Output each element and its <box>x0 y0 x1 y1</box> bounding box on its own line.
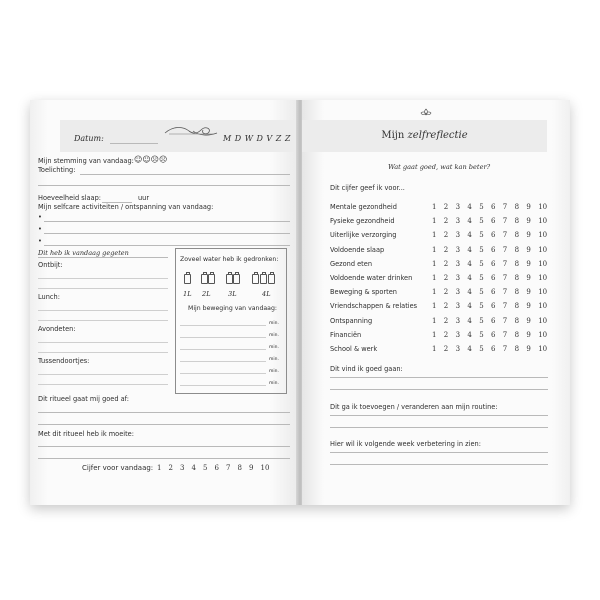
sleep-label: Hoeveelheid slaap: <box>38 194 102 202</box>
score-number[interactable]: 8 <box>237 464 242 472</box>
water-movement-box <box>175 248 287 394</box>
min-label: min. <box>269 345 279 350</box>
score-number[interactable]: 9 <box>249 464 254 472</box>
grade-number[interactable]: 10 <box>538 203 548 211</box>
grade-number[interactable]: 1 <box>432 259 437 268</box>
grade-number[interactable]: 4 <box>467 203 472 211</box>
ritual-good-line[interactable] <box>38 412 290 413</box>
score-number[interactable]: 10 <box>260 464 270 472</box>
grade-number[interactable]: 7 <box>502 288 508 297</box>
grade-number[interactable]: 1 <box>432 316 437 325</box>
food-line[interactable] <box>38 384 168 385</box>
water-label-1: 1L <box>183 290 192 298</box>
eaten-title: Dit heb ik vandaag gegeten <box>38 249 129 257</box>
grade-number[interactable]: 3 <box>455 330 461 339</box>
grade-number[interactable]: 4 <box>467 316 472 325</box>
grade-number[interactable]: 7 <box>502 345 508 353</box>
grade-number[interactable]: 2 <box>443 231 449 240</box>
grade-number[interactable]: 5 <box>479 203 484 211</box>
grade-category: Fysieke gezondheid <box>330 217 395 226</box>
score-number[interactable]: 2 <box>168 464 173 472</box>
grade-number[interactable]: 6 <box>491 231 496 240</box>
score-number[interactable]: 5 <box>203 464 208 472</box>
grade-number[interactable]: 1 <box>432 231 437 240</box>
grade-number[interactable]: 1 <box>432 345 437 353</box>
grade-number[interactable]: 7 <box>502 316 508 325</box>
food-line[interactable] <box>38 374 168 375</box>
flower-ornament-icon <box>420 108 432 118</box>
grade-category: Beweging & sporten <box>330 288 397 297</box>
q2-line[interactable] <box>330 427 548 428</box>
grade-number[interactable]: 2 <box>443 259 449 268</box>
grade-number[interactable]: 2 <box>443 217 449 226</box>
bullet: • <box>38 237 42 245</box>
water-title: Zoveel water heb ik gedronken: <box>180 256 279 263</box>
score-number[interactable]: 3 <box>180 464 185 472</box>
sleep-unit: uur <box>138 194 150 202</box>
grade-number[interactable]: 7 <box>502 203 508 211</box>
water-label-2: 2L <box>202 290 211 298</box>
movement-line[interactable] <box>180 337 266 338</box>
grade-number[interactable]: 1 <box>432 203 437 211</box>
grade-number[interactable]: 3 <box>455 217 461 226</box>
grade-number[interactable]: 1 <box>432 288 437 297</box>
grade-number[interactable]: 3 <box>455 288 461 297</box>
grade-number[interactable]: 5 <box>479 288 484 297</box>
food-line[interactable] <box>38 278 168 279</box>
grade-number[interactable]: 8 <box>514 345 520 353</box>
water-label-4: 4L <box>262 290 271 298</box>
grade-number[interactable]: 5 <box>479 274 484 282</box>
grade-number[interactable]: 8 <box>514 217 520 226</box>
grade-number[interactable]: 6 <box>491 345 496 353</box>
grade-number[interactable]: 2 <box>443 330 449 339</box>
selfcare-line[interactable] <box>44 233 290 234</box>
grade-number[interactable]: 2 <box>443 345 449 353</box>
q1-label: Dit vind ik goed gaan: <box>330 365 403 373</box>
grade-number[interactable]: 6 <box>491 274 496 282</box>
grade-category: Vriendschappen & relaties <box>330 302 418 311</box>
score-label: Cijfer voor vandaag: <box>82 464 154 472</box>
grade-number[interactable]: 2 <box>443 288 449 297</box>
grade-number[interactable]: 3 <box>455 203 461 211</box>
min-label: min. <box>269 321 279 326</box>
grade-number[interactable]: 1 <box>432 245 437 254</box>
food-line[interactable] <box>38 352 168 353</box>
movement-line[interactable] <box>180 385 266 386</box>
grade-number[interactable]: 10 <box>538 245 548 254</box>
grade-number[interactable]: 6 <box>491 245 496 254</box>
food-line[interactable] <box>38 320 168 321</box>
grade-category: Voldoende slaap <box>330 245 385 254</box>
score-number[interactable]: 4 <box>191 464 196 472</box>
food-line[interactable] <box>38 288 168 289</box>
grade-number[interactable]: 3 <box>455 245 461 254</box>
left-page <box>30 100 298 505</box>
lunch-label: Lunch: <box>38 293 60 301</box>
grade-number[interactable]: 10 <box>538 217 548 226</box>
water-label-3: 3L <box>228 290 237 298</box>
selfcare-label: Mijn selfcare activiteiten / ontspanning van vandaag: <box>38 203 214 211</box>
grade-number[interactable]: 2 <box>443 316 449 325</box>
right-page <box>302 100 570 505</box>
q2-line[interactable] <box>330 415 548 416</box>
grade-number[interactable]: 6 <box>491 217 496 226</box>
grade-number[interactable]: 1 <box>432 330 437 339</box>
score-number[interactable]: 7 <box>226 464 231 472</box>
grade-number[interactable]: 4 <box>467 345 472 353</box>
ritual-good-label: Dit ritueel gaat mij goed af: <box>38 395 129 403</box>
grade-number[interactable]: 8 <box>514 302 520 311</box>
grade-number[interactable]: 7 <box>502 245 508 254</box>
grade-number[interactable]: 7 <box>502 302 508 311</box>
ritual-hard-line[interactable] <box>38 446 290 447</box>
grade-number[interactable]: 3 <box>455 302 461 311</box>
grade-number[interactable]: 7 <box>502 259 508 268</box>
grade-number[interactable]: 5 <box>479 231 484 240</box>
min-label: min. <box>269 369 279 374</box>
grade-number[interactable]: 9 <box>526 274 531 282</box>
grade-number[interactable]: 5 <box>479 302 484 311</box>
grade-number[interactable]: 3 <box>455 316 461 325</box>
grade-category: Financiën <box>330 330 362 339</box>
grade-number[interactable]: 9 <box>526 330 531 339</box>
grade-number[interactable]: 9 <box>526 316 531 325</box>
grade-number[interactable]: 7 <box>502 217 508 226</box>
grade-number[interactable]: 3 <box>455 274 461 282</box>
mood-label: Mijn stemming van vandaag: <box>38 157 134 165</box>
open-planner-book <box>30 100 570 505</box>
water-bottle-icon[interactable] <box>252 274 259 284</box>
grade-number[interactable]: 1 <box>432 274 437 282</box>
grade-number[interactable]: 5 <box>479 345 484 353</box>
breakfast-label: Ontbijt: <box>38 261 63 269</box>
grade-number[interactable]: 7 <box>502 231 508 240</box>
grade-number[interactable]: 3 <box>455 345 461 353</box>
grade-number[interactable]: 9 <box>526 259 531 268</box>
grade-number[interactable]: 8 <box>514 231 520 240</box>
grade-number[interactable]: 9 <box>526 302 531 311</box>
water-bottle-icon[interactable] <box>260 274 267 284</box>
title-plain: Mijn <box>381 130 408 141</box>
grade-number[interactable]: 9 <box>526 231 531 240</box>
explanation-label: Toelichting: <box>38 166 76 174</box>
dinner-label: Avondeten: <box>38 325 76 333</box>
explanation-line[interactable] <box>80 174 290 175</box>
subtitle: Wat gaat goed, wat kan beter? <box>388 163 491 171</box>
grade-number[interactable]: 4 <box>467 231 472 240</box>
grade-number[interactable]: 4 <box>467 274 472 282</box>
snacks-label: Tussendoortjes: <box>38 357 90 365</box>
q1-line[interactable] <box>330 377 548 378</box>
selfcare-line[interactable] <box>44 221 290 222</box>
grade-number[interactable]: 5 <box>479 316 484 325</box>
grade-number[interactable]: 2 <box>443 274 449 282</box>
title-italic: zelfreflectie <box>407 130 468 141</box>
grade-number[interactable]: 8 <box>514 245 520 254</box>
grade-number[interactable]: 8 <box>514 330 520 339</box>
grade-number[interactable]: 4 <box>467 302 472 311</box>
selfcare-line[interactable] <box>44 245 290 246</box>
grade-number[interactable]: 10 <box>538 231 548 240</box>
grade-category: School & werk <box>330 345 378 353</box>
min-label: min. <box>269 381 279 386</box>
ritual-hard-label: Met dit ritueel heb ik moeite: <box>38 430 134 438</box>
grade-number[interactable]: 10 <box>538 274 548 282</box>
grade-category: Uiterlijke verzorging <box>330 231 397 240</box>
grade-number[interactable]: 8 <box>514 274 520 282</box>
grade-number[interactable]: 2 <box>443 245 449 254</box>
grade-number[interactable]: 1 <box>432 217 437 226</box>
grade-category: Voldoende water drinken <box>330 274 413 282</box>
movement-line[interactable] <box>180 325 266 326</box>
grade-category: Mentale gezondheid <box>330 203 397 211</box>
grade-number[interactable]: 8 <box>514 203 520 211</box>
score-number[interactable]: 1 <box>157 464 162 472</box>
grade-number[interactable]: 10 <box>538 302 548 311</box>
movement-title: Mijn beweging van vandaag: <box>188 305 277 312</box>
score-number[interactable]: 6 <box>214 464 219 472</box>
grade-number[interactable]: 10 <box>538 288 548 297</box>
grade-number[interactable]: 4 <box>467 217 472 226</box>
grade-number[interactable]: 6 <box>491 316 496 325</box>
min-label: min. <box>269 333 279 338</box>
water-bottle-icon[interactable] <box>268 274 275 284</box>
grade-number[interactable]: 5 <box>479 217 484 226</box>
grade-number[interactable]: 9 <box>526 345 531 353</box>
mood-faces-icon[interactable]: ☺☺☹☹ <box>134 155 168 164</box>
min-label: min. <box>269 357 279 362</box>
water-bottle-icon[interactable] <box>226 274 233 284</box>
water-bottle-icon[interactable] <box>233 274 240 284</box>
ritual-good-line[interactable] <box>38 424 290 425</box>
grade-number[interactable]: 2 <box>443 203 449 211</box>
q1-line[interactable] <box>330 389 548 390</box>
grade-number[interactable]: 9 <box>526 203 531 211</box>
grade-number[interactable]: 10 <box>538 345 548 353</box>
grade-number[interactable]: 9 <box>526 217 531 226</box>
grade-number[interactable]: 4 <box>467 330 472 339</box>
grade-number[interactable]: 7 <box>502 274 508 282</box>
weekday-letters[interactable]: M D W D V Z Z <box>223 134 291 143</box>
ritual-hard-line[interactable] <box>38 458 290 459</box>
explanation-line[interactable] <box>38 185 290 186</box>
grade-number[interactable]: 9 <box>526 288 531 297</box>
grade-number[interactable]: 6 <box>491 203 496 211</box>
grade-number[interactable]: 6 <box>491 288 496 297</box>
movement-line[interactable] <box>180 373 266 374</box>
q2-label: Dit ga ik toevoegen / veranderen aan mijn routine: <box>330 403 498 411</box>
grade-number[interactable]: 10 <box>538 259 548 268</box>
date-line[interactable] <box>110 143 158 144</box>
grade-number[interactable]: 9 <box>526 245 531 254</box>
eaten-divider <box>38 257 168 258</box>
food-line[interactable] <box>38 310 168 311</box>
grade-number[interactable]: 5 <box>479 245 484 254</box>
movement-line[interactable] <box>180 349 266 350</box>
grade-intro: Dit cijfer geef ik voor... <box>330 184 405 192</box>
grade-number[interactable]: 8 <box>514 316 520 325</box>
grade-number[interactable]: 3 <box>455 259 461 268</box>
movement-line[interactable] <box>180 361 266 362</box>
grade-number[interactable]: 3 <box>455 231 461 240</box>
grade-number[interactable]: 4 <box>467 259 472 268</box>
q3-label: Hier wil ik volgende week verbetering in zien: <box>330 440 481 448</box>
grade-number[interactable]: 5 <box>479 259 484 268</box>
grade-number[interactable]: 10 <box>538 330 548 339</box>
page-title <box>302 130 547 141</box>
grade-number[interactable]: 8 <box>514 259 520 268</box>
grade-number[interactable]: 10 <box>538 316 548 325</box>
grade-number[interactable]: 5 <box>479 330 484 339</box>
date-label: Datum: <box>74 134 104 143</box>
grade-number[interactable]: 6 <box>491 302 496 311</box>
water-bottle-icon[interactable] <box>184 274 191 284</box>
water-bottle-icon[interactable] <box>208 274 215 284</box>
bullet: • <box>38 225 42 233</box>
grade-number[interactable]: 2 <box>443 302 449 311</box>
grade-number[interactable]: 4 <box>467 288 472 297</box>
q3-line[interactable] <box>330 452 548 453</box>
food-line[interactable] <box>38 342 168 343</box>
flourish-ornament-icon <box>163 124 219 138</box>
grade-number[interactable]: 8 <box>514 288 520 297</box>
grade-number[interactable]: 1 <box>432 302 437 311</box>
grade-number[interactable]: 7 <box>502 330 508 339</box>
bullet: • <box>38 213 42 221</box>
water-bottle-icon[interactable] <box>201 274 208 284</box>
grade-number[interactable]: 6 <box>491 259 496 268</box>
q3-line[interactable] <box>330 464 548 465</box>
grade-category: Ontspanning <box>330 316 373 325</box>
grade-category: Gezond eten <box>330 259 372 268</box>
grade-number[interactable]: 6 <box>491 330 496 339</box>
grade-number[interactable]: 4 <box>467 245 472 254</box>
